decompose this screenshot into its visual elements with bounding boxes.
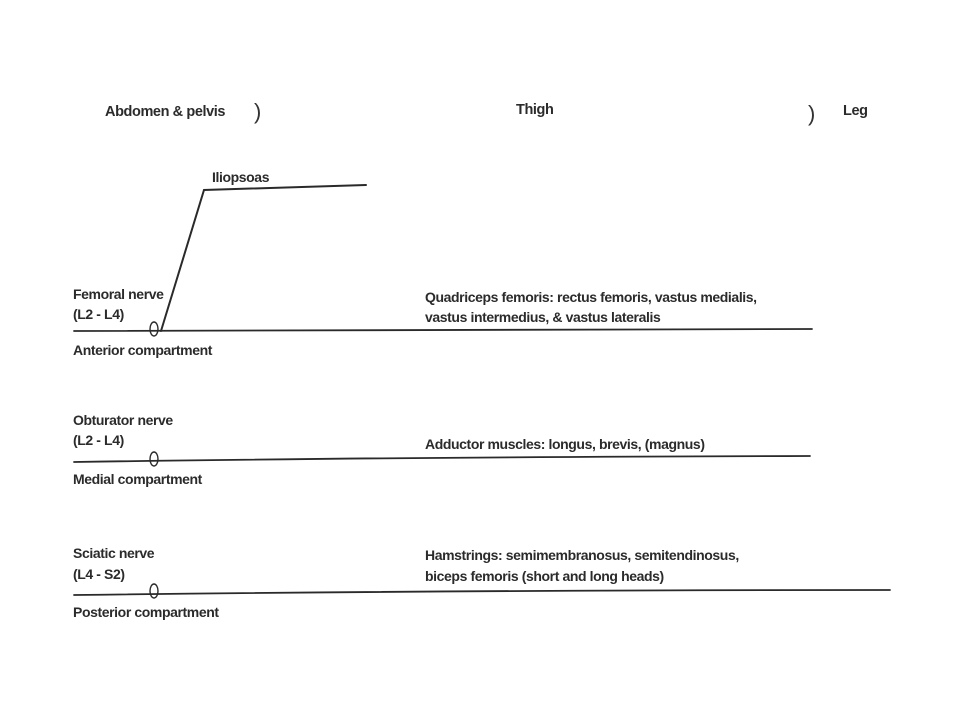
anterior-muscles-line1: Quadriceps femoris: rectus femoris, vastus medialis, bbox=[425, 289, 757, 305]
posterior-muscles-line1: Hamstrings: semimembranosus, semitendinosus, bbox=[425, 547, 739, 563]
obturator-nerve-roots: (L2 - L4) bbox=[73, 432, 124, 448]
femoral-nerve-label: Femoral nerve bbox=[73, 286, 164, 302]
sciatic-nerve-roots: (L4 - S2) bbox=[73, 566, 125, 582]
sciatic-origin-mark bbox=[150, 584, 158, 598]
posterior-muscles-line2: biceps femoris (short and long heads) bbox=[425, 568, 664, 584]
sciatic-nerve-line bbox=[74, 590, 890, 595]
femoral-nerve-line bbox=[74, 329, 812, 331]
region-divider-right: ) bbox=[808, 101, 816, 126]
medial-compartment-label: Medial compartment bbox=[73, 471, 202, 487]
iliopsoas-branch-line bbox=[161, 185, 366, 331]
obturator-nerve-label: Obturator nerve bbox=[73, 412, 173, 428]
region-leg: Leg bbox=[843, 103, 868, 119]
femoral-origin-mark bbox=[150, 322, 158, 336]
femoral-nerve-roots: (L2 - L4) bbox=[73, 306, 124, 322]
obturator-nerve-line bbox=[74, 456, 810, 462]
medial-muscles-line1: Adductor muscles: longus, brevis, (magnus) bbox=[425, 436, 705, 452]
posterior-compartment-label: Posterior compartment bbox=[73, 604, 219, 620]
iliopsoas-label: Iliopsoas bbox=[212, 169, 270, 185]
anterior-compartment-label: Anterior compartment bbox=[73, 342, 213, 358]
region-abdomen-pelvis: Abdomen & pelvis bbox=[105, 104, 226, 120]
region-divider-left: ) bbox=[254, 99, 262, 124]
sciatic-nerve-label: Sciatic nerve bbox=[73, 545, 155, 561]
anterior-muscles-line2: vastus intermedius, & vastus lateralis bbox=[425, 309, 661, 325]
region-thigh: Thigh bbox=[516, 102, 554, 118]
obturator-origin-mark bbox=[150, 452, 158, 466]
